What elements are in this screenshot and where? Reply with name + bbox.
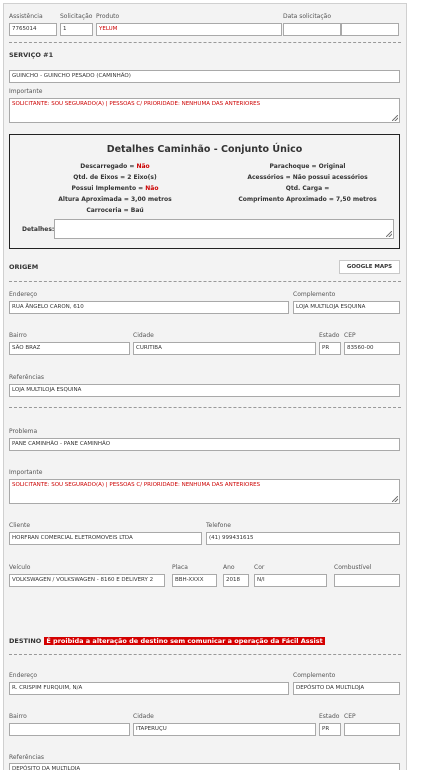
- google-maps-button[interactable]: GOOGLE MAPS: [339, 260, 400, 274]
- veiculo-label: Veículo: [9, 564, 31, 571]
- origem-cep-label: CEP: [344, 332, 356, 339]
- cor-label: Cor: [254, 564, 265, 571]
- detalhes-label: Detalhes:: [22, 226, 55, 233]
- telefone-field[interactable]: (41) 999431615: [206, 532, 400, 545]
- produto-label: Produto: [96, 13, 120, 20]
- origem-complemento-label: Complemento: [293, 291, 336, 298]
- assistencia-field[interactable]: 7765014: [9, 23, 57, 36]
- destino-bairro-label: Bairro: [9, 713, 27, 720]
- destino-cep-label: CEP: [344, 713, 356, 720]
- assistencia-label: Assistência: [9, 13, 43, 20]
- truck-details-title: Detalhes Caminhão - Conjunto Único: [106, 144, 303, 155]
- origem-estado-label: Estado: [319, 332, 340, 339]
- origem-cep-field[interactable]: 83560-00: [344, 342, 400, 355]
- destino-complemento-field[interactable]: DEPÓSITO DA MULTILOJA: [293, 682, 400, 695]
- telefone-label: Telefone: [206, 522, 231, 529]
- servico-importante-text: SOLICITANTE: SOU SEGURADO(A) | PESSOAS C/ PRIORIDADE: NENHUMA DAS ANTERIORES: [12, 101, 261, 107]
- detalhes-field[interactable]: [54, 219, 394, 239]
- destino-referencias-label: Referências: [9, 754, 44, 761]
- divider: [9, 654, 401, 655]
- ano-label: Ano: [223, 564, 235, 571]
- origem-bairro-field[interactable]: SÃO BRAZ: [9, 342, 130, 355]
- truck-descarregado: Descarregado = Não: [80, 163, 150, 170]
- placa-label: Placa: [172, 564, 188, 571]
- hora-solicitacao-field[interactable]: [341, 23, 399, 36]
- destino-title: DESTINO: [9, 637, 42, 645]
- destino-warning-badge: É proibida a alteração de destino sem comunicar a operação da Fácil Assist: [46, 637, 323, 645]
- destino-cidade-field[interactable]: ITAPERUÇU: [133, 723, 316, 736]
- destino-complemento-label: Complemento: [293, 672, 336, 679]
- destino-cep-field[interactable]: [344, 723, 400, 736]
- cor-field[interactable]: N/I: [254, 574, 327, 587]
- origem-cidade-label: Cidade: [133, 332, 154, 339]
- origem-referencias-field[interactable]: LOJA MULTILOJA ESQUINA: [9, 384, 400, 397]
- servico-importante-label: Importante: [9, 88, 43, 95]
- data-solicitacao-label: Data solicitação: [283, 13, 332, 20]
- service-form-panel: [3, 3, 407, 770]
- truck-implemento: Possui Implemento = Não: [71, 185, 159, 192]
- veiculo-field[interactable]: VOLKSWAGEN / VOLKSWAGEN - 8160 E DELIVERY 2: [9, 574, 165, 587]
- problema-importante-text: SOLICITANTE: SOU SEGURADO(A) | PESSOAS C/ PRIORIDADE: NENHUMA DAS ANTERIORES: [12, 482, 261, 488]
- solicitacao-label: Solicitação: [60, 13, 93, 20]
- divider: [9, 407, 401, 408]
- solicitacao-field[interactable]: 1: [60, 23, 93, 36]
- origem-complemento-field[interactable]: LOJA MULTILOJA ESQUINA: [293, 301, 400, 314]
- destino-estado-label: Estado: [319, 713, 340, 720]
- destino-heading: [9, 637, 325, 645]
- problema-field[interactable]: PANE CAMINHÃO - PANE CAMINHÃO: [9, 438, 400, 451]
- combustivel-label: Combustível: [334, 564, 372, 571]
- origem-endereco-label: Endereço: [9, 291, 38, 298]
- problema-label: Problema: [9, 428, 38, 435]
- truck-eixos: Qtd. de Eixos = 2 Eixo(s): [73, 174, 157, 181]
- problema-importante-field[interactable]: [9, 479, 400, 504]
- servico-title: SERVIÇO #1: [9, 51, 54, 59]
- problema-importante-label: Importante: [9, 469, 43, 476]
- destino-referencias-field[interactable]: DEPÓSITO DA MULTILOJA: [9, 763, 400, 770]
- placa-field[interactable]: BBH-XXXX: [172, 574, 217, 587]
- combustivel-field[interactable]: [334, 574, 400, 587]
- cliente-label: Cliente: [9, 522, 31, 529]
- truck-comprimento: Comprimento Aproximado = 7,50 metros: [238, 196, 377, 203]
- divider: [9, 42, 401, 43]
- destino-endereco-label: Endereço: [9, 672, 38, 679]
- data-solicitacao-field[interactable]: [283, 23, 341, 36]
- servico-importante-field[interactable]: [9, 98, 400, 123]
- truck-qtd-carga: Qtd. Carga =: [285, 185, 330, 192]
- resize-grip-icon[interactable]: [386, 231, 392, 237]
- destino-bairro-field[interactable]: [9, 723, 130, 736]
- cliente-field[interactable]: HORFRAN COMERCIAL ELETROMOVEIS LTDA: [9, 532, 202, 545]
- divider: [9, 281, 401, 282]
- servico-field[interactable]: GUINCHO - GUINCHO PESADO (CAMINHÃO): [9, 70, 400, 83]
- resize-grip-icon[interactable]: [392, 115, 398, 121]
- produto-field[interactable]: YELUM: [96, 23, 282, 36]
- origem-title: ORIGEM: [9, 263, 39, 271]
- truck-details-box: [9, 134, 400, 249]
- ano-field[interactable]: 2018: [223, 574, 249, 587]
- origem-bairro-label: Bairro: [9, 332, 27, 339]
- destino-endereco-field[interactable]: R. CRISPIM FURQUIM, N/A: [9, 682, 289, 695]
- origem-referencias-label: Referências: [9, 374, 44, 381]
- origem-estado-field[interactable]: PR: [319, 342, 341, 355]
- truck-altura: Altura Aproximada = 3,00 metros: [58, 196, 172, 203]
- destino-cidade-label: Cidade: [133, 713, 154, 720]
- resize-grip-icon[interactable]: [392, 496, 398, 502]
- truck-parachoque: Parachoque = Original: [269, 163, 346, 170]
- destino-estado-field[interactable]: PR: [319, 723, 341, 736]
- truck-carroceria: Carroceria = Baú: [86, 207, 144, 214]
- truck-acessorios: Acessórios = Não possui acessórios: [247, 174, 368, 181]
- origem-cidade-field[interactable]: CURITIBA: [133, 342, 316, 355]
- origem-endereco-field[interactable]: RUA ÂNGELO CARON, 610: [9, 301, 289, 314]
